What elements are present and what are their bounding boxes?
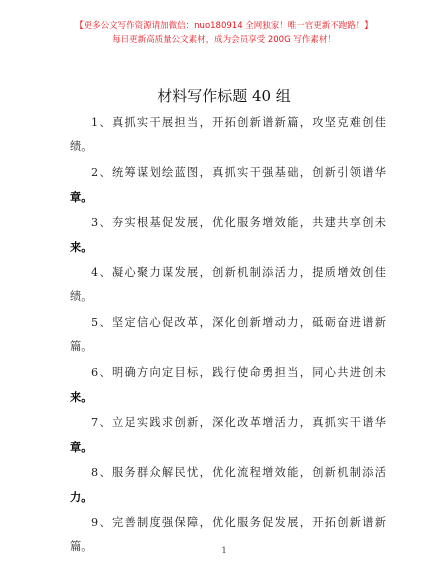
page-number: 1 (221, 546, 227, 555)
promo-banner (0, 20, 448, 46)
list-item-text: 7、立足实践求创新，深化改革增活力，真抓实干谱华 (91, 416, 386, 429)
list-item-continuation: 篇。 (70, 340, 93, 353)
list-item (70, 264, 386, 314)
list-item-text: 3、夯实根基促发展，优化服务增效能，共建共享创未 (91, 216, 386, 229)
list-item-text: 9、完善制度强保障，优化服务促发展，开拓创新谱新 (91, 516, 386, 529)
list-item-continuation: 章。 (70, 440, 93, 454)
list-item-continuation: 绩。 (70, 140, 93, 153)
list-item (70, 514, 386, 564)
list-item (70, 114, 386, 164)
list-item (70, 464, 386, 514)
list-item (70, 414, 386, 464)
list-item-continuation: 力。 (70, 490, 93, 504)
list-item-text: 6、明确方向定目标，践行使命勇担当，同心共进创未 (91, 366, 386, 379)
list-item-text: 5、坚定信心促改革，深化创新增动力，砥砺奋进谱新 (91, 316, 386, 329)
promo-banner-line-1: 【更多公文写作资源请加微信：nuo180914 全网独家！唯一官更新不跑路！】 (75, 21, 373, 31)
list-item-continuation: 绩。 (70, 290, 93, 303)
list-item-continuation: 来。 (70, 390, 93, 404)
list-item-continuation: 来。 (70, 240, 93, 254)
list-item-text: 2、统筹谋划绘蓝图，真抓实干强基础，创新引领谱华 (91, 166, 386, 179)
document-title: 材料写作标题 40 组 (157, 87, 291, 105)
list-item (70, 164, 386, 214)
promo-banner-line-2: 每日更新高质量公文素材，成为会员享受 200G 写作素材！ (112, 35, 336, 45)
list-item-continuation: 章。 (70, 190, 93, 204)
list-item (70, 214, 386, 264)
list-item-continuation: 篇。 (70, 540, 93, 553)
title-list (70, 114, 386, 564)
list-item-text: 4、凝心聚力谋发展，创新机制添活力，提质增效创佳 (91, 266, 386, 279)
list-item-text: 8、服务群众解民忧，优化流程增效能，创新机制添活 (91, 466, 386, 479)
list-item-text: 1、真抓实干展担当，开拓创新谱新篇，攻坚克难创佳 (91, 116, 386, 129)
list-item (70, 314, 386, 364)
list-item (70, 364, 386, 414)
